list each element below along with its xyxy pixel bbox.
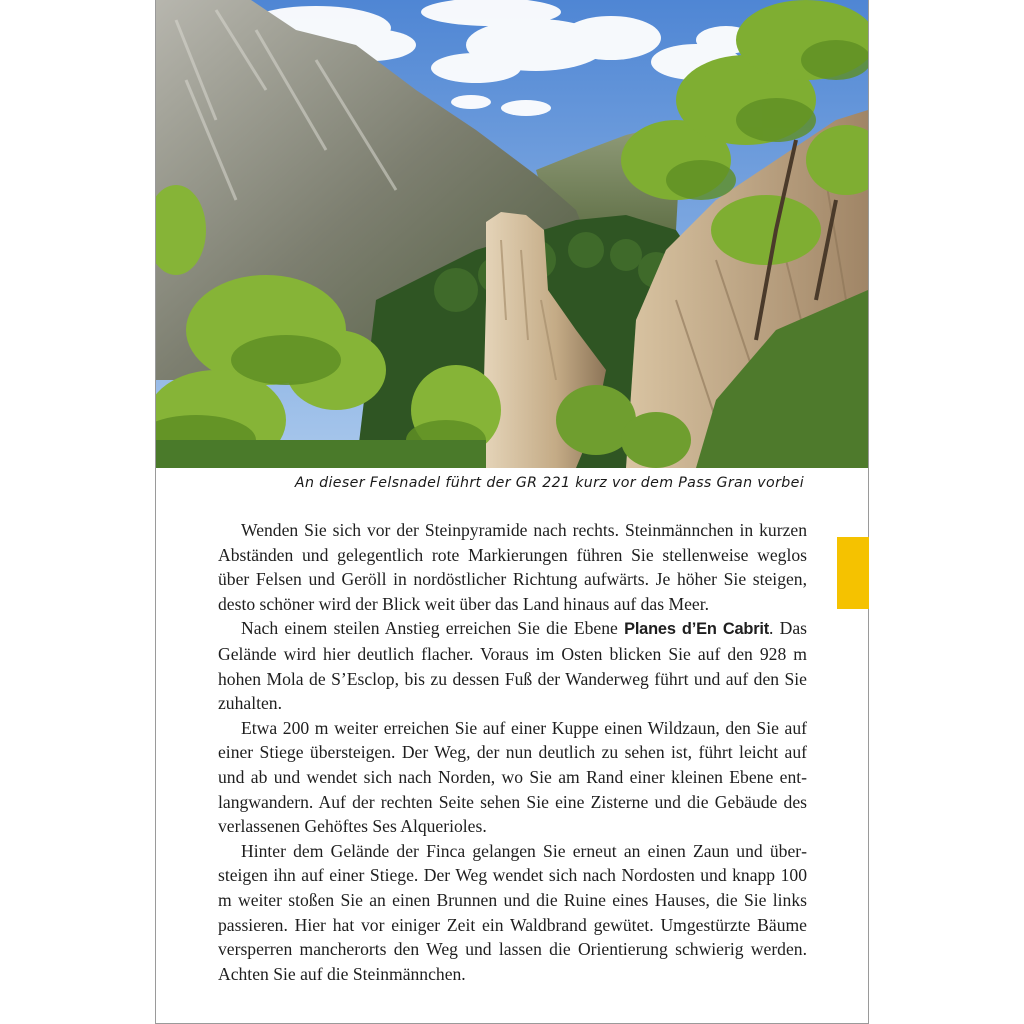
place-name-bold: Planes d’En Cabrit (624, 620, 769, 639)
paragraph-text: Wenden Sie sich vor der Steinpyramide nach rechts. Steinmännchen in kurzen Abständen und gelegentlich rote Markierungen führen Sie stellenweise weglos über Felsen und Geröll in nordöstlicher Richtung aufwärts. Je höher Sie steigen, desto schöner wird der Blick weit über das Land hinaus auf das Meer. (218, 520, 807, 614)
paragraph-text: . Das Gelände wird hier deutlich flacher. Voraus im Osten blicken Sie auf den 928 m hohen Mola de S’Esclop, bis zu dessen Fuß der Wanderweg führt und auf den Sie zuhalten. (218, 618, 807, 714)
paragraph-text: Nach einem steilen Anstieg erreichen Sie die Ebene (241, 618, 625, 639)
chapter-tab-marker (837, 537, 869, 609)
photo-caption: An dieser Felsnadel führt der GR 221 kurz vor dem Pass Gran vorbei (294, 475, 804, 491)
body-text (218, 518, 807, 986)
paragraph-text: Etwa 200 m weiter erreichen Sie auf einer Kuppe einen Wildzaun, den Sie auf einer Stiege übersteigen. Der Weg, der nun deutlich zu sehen ist, führt leicht auf und ab und wendet sich nach Norden, wo Sie am Rand einer kleinen Ebene entlangwandern. Auf der rechten Seite sehen Sie eine Zisterne und die Gebäude des verlassenen Gehöftes Ses Alquerioles. (218, 717, 807, 837)
paragraph (218, 616, 807, 715)
paragraph (218, 839, 807, 987)
photo-illustration (156, 0, 868, 468)
paragraph (218, 716, 807, 839)
book-page (155, 0, 869, 1024)
mountain-gorge-photo (156, 0, 868, 468)
paragraph-text: Hinter dem Gelände der Finca gelangen Sie erneut an einen Zaun und übersteigen ihn auf einer Stiege. Der Weg wendet sich nach Nordosten und knapp 100 m weiter stoßen Sie an einen Brunnen und die Ruine eines Hauses, die Sie links passieren. Hier hat vor einiger Zeit ein Waldbrand gewütet. Umgestürzte Bäume versperren mancherorts den Weg und lassen die Orientierung schwierig werden. Achten Sie auf die Steinmännchen. (218, 840, 807, 984)
paragraph (218, 518, 807, 616)
